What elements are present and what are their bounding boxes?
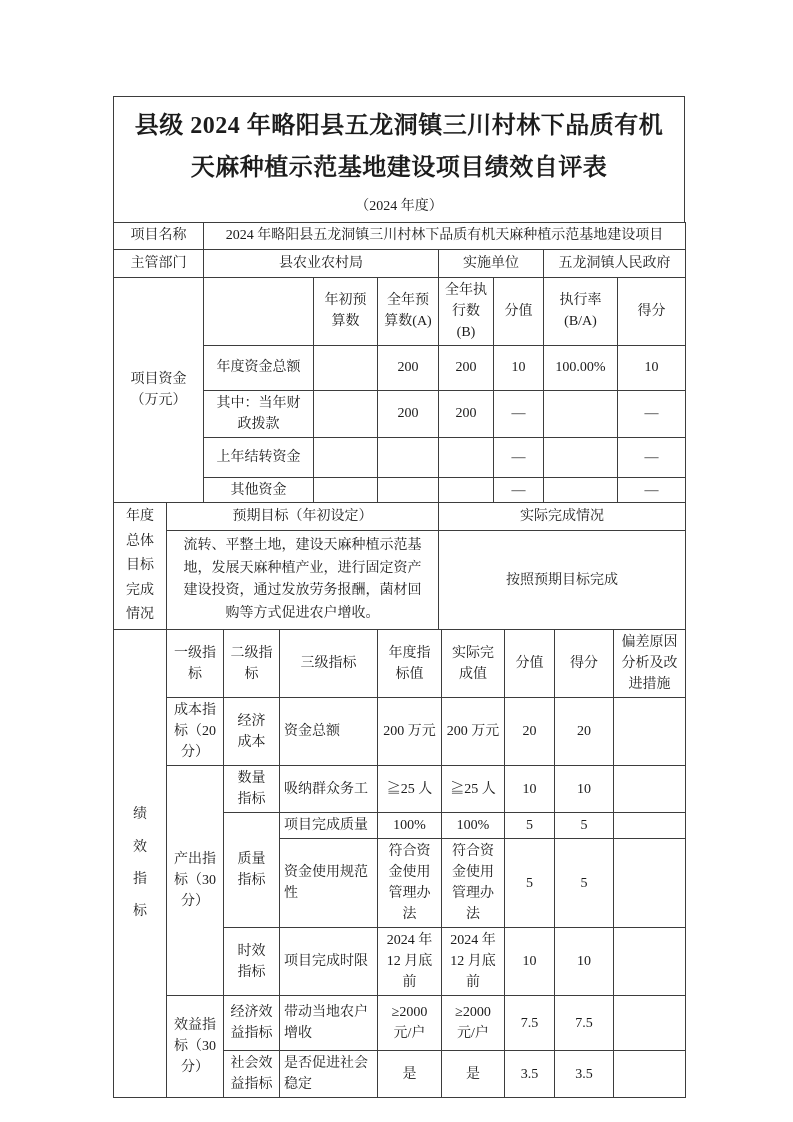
indicator-header-target: 年度指标值 — [378, 630, 442, 698]
funding-row-score: — — [618, 477, 686, 503]
indicator-row-points-cell: 20 — [505, 698, 555, 766]
funding-row-label: 年度资金总额 — [204, 345, 314, 390]
indicator-header-level2: 二级指标 — [224, 630, 280, 698]
indicator-row-actual-cell: 2024 年 12 月底前 — [442, 928, 505, 996]
funding-row-initial — [314, 345, 378, 390]
department-label-cell: 主管部门 — [114, 249, 204, 277]
funding-row-label: 上年结转资金 — [204, 437, 314, 477]
actual-completion-header-cell: 实际完成情况 — [439, 503, 686, 531]
indicator-header-actual: 实际完成值 — [442, 630, 505, 698]
indicator-row-score-cell: 20 — [555, 698, 614, 766]
indicator-row-score-cell: 3.5 — [555, 1051, 614, 1098]
funding-col-initial-budget: 年初预算数 — [314, 277, 378, 345]
title-block — [113, 96, 685, 223]
indicator-row-actual-cell: 是 — [442, 1051, 505, 1098]
level2-timeliness-cell: 时效指标 — [224, 928, 280, 996]
project-funding-table — [113, 222, 686, 504]
indicator-header-score: 得分 — [555, 630, 614, 698]
indicator-row-name-cell: 吸纳群众务工 — [280, 766, 378, 813]
funding-row-budget: 200 — [378, 390, 439, 437]
annual-goal-table — [113, 502, 686, 631]
indicator-row-name-cell: 资金使用规范性 — [280, 839, 378, 928]
level2-quality-cell: 质量指标 — [224, 813, 280, 928]
indicator-row-score-cell: 5 — [555, 839, 614, 928]
funding-row-rate — [544, 477, 618, 503]
indicator-row-score-cell: 5 — [555, 813, 614, 839]
actual-completion-text-cell: 按照预期目标完成 — [439, 531, 686, 631]
funding-col-annual-budget: 全年预算数(A) — [378, 277, 439, 345]
project-name-value-cell: 2024 年略阳县五龙洞镇三川村林下品质有机天麻种植示范基地建设项目 — [204, 222, 686, 249]
indicator-header-points: 分值 — [505, 630, 555, 698]
implementer-value-cell: 五龙洞镇人民政府 — [544, 249, 686, 277]
indicator-row-target-cell: 200 万元 — [378, 698, 442, 766]
implementer-label-cell: 实施单位 — [439, 249, 544, 277]
indicator-row-actual-cell: 100% — [442, 813, 505, 839]
indicator-row-deviation-cell — [614, 766, 686, 813]
funding-row-score: — — [618, 437, 686, 477]
funding-row-budget — [378, 477, 439, 503]
page-title: 县级 2024 年略阳县五龙洞镇三川村林下品质有机天麻种植示范基地建设项目绩效自评表 — [134, 112, 664, 181]
funding-row-points: — — [494, 477, 544, 503]
indicator-row-name-cell: 是否促进社会稳定 — [280, 1051, 378, 1098]
indicator-row-points-cell: 3.5 — [505, 1051, 555, 1098]
funding-row-label: 其中：当年财政拨款 — [204, 390, 314, 437]
level2-quantity-cell: 数量指标 — [224, 766, 280, 813]
indicator-row-deviation-cell — [614, 839, 686, 928]
indicators-section-label: 绩效指标 — [132, 807, 147, 919]
indicator-row-score-cell: 10 — [555, 766, 614, 813]
annual-goal-section-label: 年度总体目标完成情况 — [125, 509, 154, 623]
funding-section-label-cell — [114, 277, 204, 503]
indicator-row-points-cell: 10 — [505, 928, 555, 996]
indicator-row-points-cell: 5 — [505, 839, 555, 928]
funding-row-executed — [439, 437, 494, 477]
level1-cost-cell: 成本指标（20分） — [167, 698, 224, 766]
funding-row-executed: 200 — [439, 345, 494, 390]
indicator-row-target-cell: 2024 年 12 月底前 — [378, 928, 442, 996]
indicators-table — [113, 629, 686, 1098]
expected-goal-text-cell: 流转、平整土地，建设天麻种植示范基地，发展天麻种植产业，进行固定资产建设投资，通过发放劳务报酬，菌材回购等方式促进农户增收。 — [167, 531, 439, 631]
indicator-header-deviation: 偏差原因分析及改进措施 — [614, 630, 686, 698]
indicator-row-score-cell: 7.5 — [555, 996, 614, 1051]
funding-row-budget — [378, 437, 439, 477]
indicator-row-target-cell: 符合资金使用管理办法 — [378, 839, 442, 928]
indicator-row-deviation-cell — [614, 813, 686, 839]
indicator-header-level1: 一级指标 — [167, 630, 224, 698]
funding-row-budget: 200 — [378, 345, 439, 390]
funding-row-rate: 100.00% — [544, 345, 618, 390]
indicator-row-name-cell: 项目完成时限 — [280, 928, 378, 996]
indicator-header-level3: 三级指标 — [280, 630, 378, 698]
level2-social-benefit-cell: 社会效益指标 — [224, 1051, 280, 1098]
indicator-row-points-cell: 10 — [505, 766, 555, 813]
funding-label-line1: 项目资金 — [130, 372, 187, 387]
project-name-label-cell: 项目名称 — [114, 222, 204, 249]
funding-row-points: 10 — [494, 345, 544, 390]
level1-output-cell: 产出指标（30分） — [167, 766, 224, 996]
funding-row-points: — — [494, 390, 544, 437]
indicator-row-actual-cell: ≥2000 元/户 — [442, 996, 505, 1051]
funding-col-score: 得分 — [618, 277, 686, 345]
funding-label-line2: （万元） — [130, 393, 187, 408]
indicator-row-deviation-cell — [614, 928, 686, 996]
indicator-row-points-cell: 5 — [505, 813, 555, 839]
funding-subrow-header-cell — [204, 277, 314, 345]
indicator-row-target-cell: 是 — [378, 1051, 442, 1098]
indicator-row-score-cell: 10 — [555, 928, 614, 996]
indicator-row-actual-cell: ≧25 人 — [442, 766, 505, 813]
department-value-cell: 县农业农村局 — [204, 249, 439, 277]
indicator-row-name-cell: 项目完成质量 — [280, 813, 378, 839]
level2-economic-cost-cell: 经济成本 — [224, 698, 280, 766]
indicator-row-deviation-cell — [614, 1051, 686, 1098]
level1-benefit-cell: 效益指标（30分） — [167, 996, 224, 1098]
page-subtitle: （2024 年度） — [355, 198, 443, 214]
evaluation-form — [113, 96, 685, 1098]
annual-goal-section-label-cell — [114, 503, 167, 631]
funding-col-execution-rate: 执行率 (B/A) — [544, 277, 618, 345]
funding-row-score: — — [618, 390, 686, 437]
funding-row-rate — [544, 390, 618, 437]
funding-col-annual-executed: 全年执行数(B) — [439, 277, 494, 345]
level2-economic-benefit-cell: 经济效益指标 — [224, 996, 280, 1051]
indicator-row-target-cell: ≥2000 元/户 — [378, 996, 442, 1051]
funding-row-initial — [314, 477, 378, 503]
funding-row-points: — — [494, 437, 544, 477]
indicator-row-target-cell: ≧25 人 — [378, 766, 442, 813]
indicator-row-target-cell: 100% — [378, 813, 442, 839]
indicator-row-actual-cell: 符合资金使用管理办法 — [442, 839, 505, 928]
indicator-row-deviation-cell — [614, 996, 686, 1051]
expected-goal-header-cell: 预期目标（年初设定） — [167, 503, 439, 531]
indicator-row-deviation-cell — [614, 698, 686, 766]
funding-row-label: 其他资金 — [204, 477, 314, 503]
indicators-section-label-cell — [114, 630, 167, 1098]
indicator-row-name-cell: 带动当地农户增收 — [280, 996, 378, 1051]
funding-col-points: 分值 — [494, 277, 544, 345]
indicator-row-points-cell: 7.5 — [505, 996, 555, 1051]
indicator-row-actual-cell: 200 万元 — [442, 698, 505, 766]
funding-row-executed — [439, 477, 494, 503]
funding-row-executed: 200 — [439, 390, 494, 437]
funding-row-initial — [314, 437, 378, 477]
funding-row-score: 10 — [618, 345, 686, 390]
funding-row-initial — [314, 390, 378, 437]
indicator-row-name-cell: 资金总额 — [280, 698, 378, 766]
funding-row-rate — [544, 437, 618, 477]
